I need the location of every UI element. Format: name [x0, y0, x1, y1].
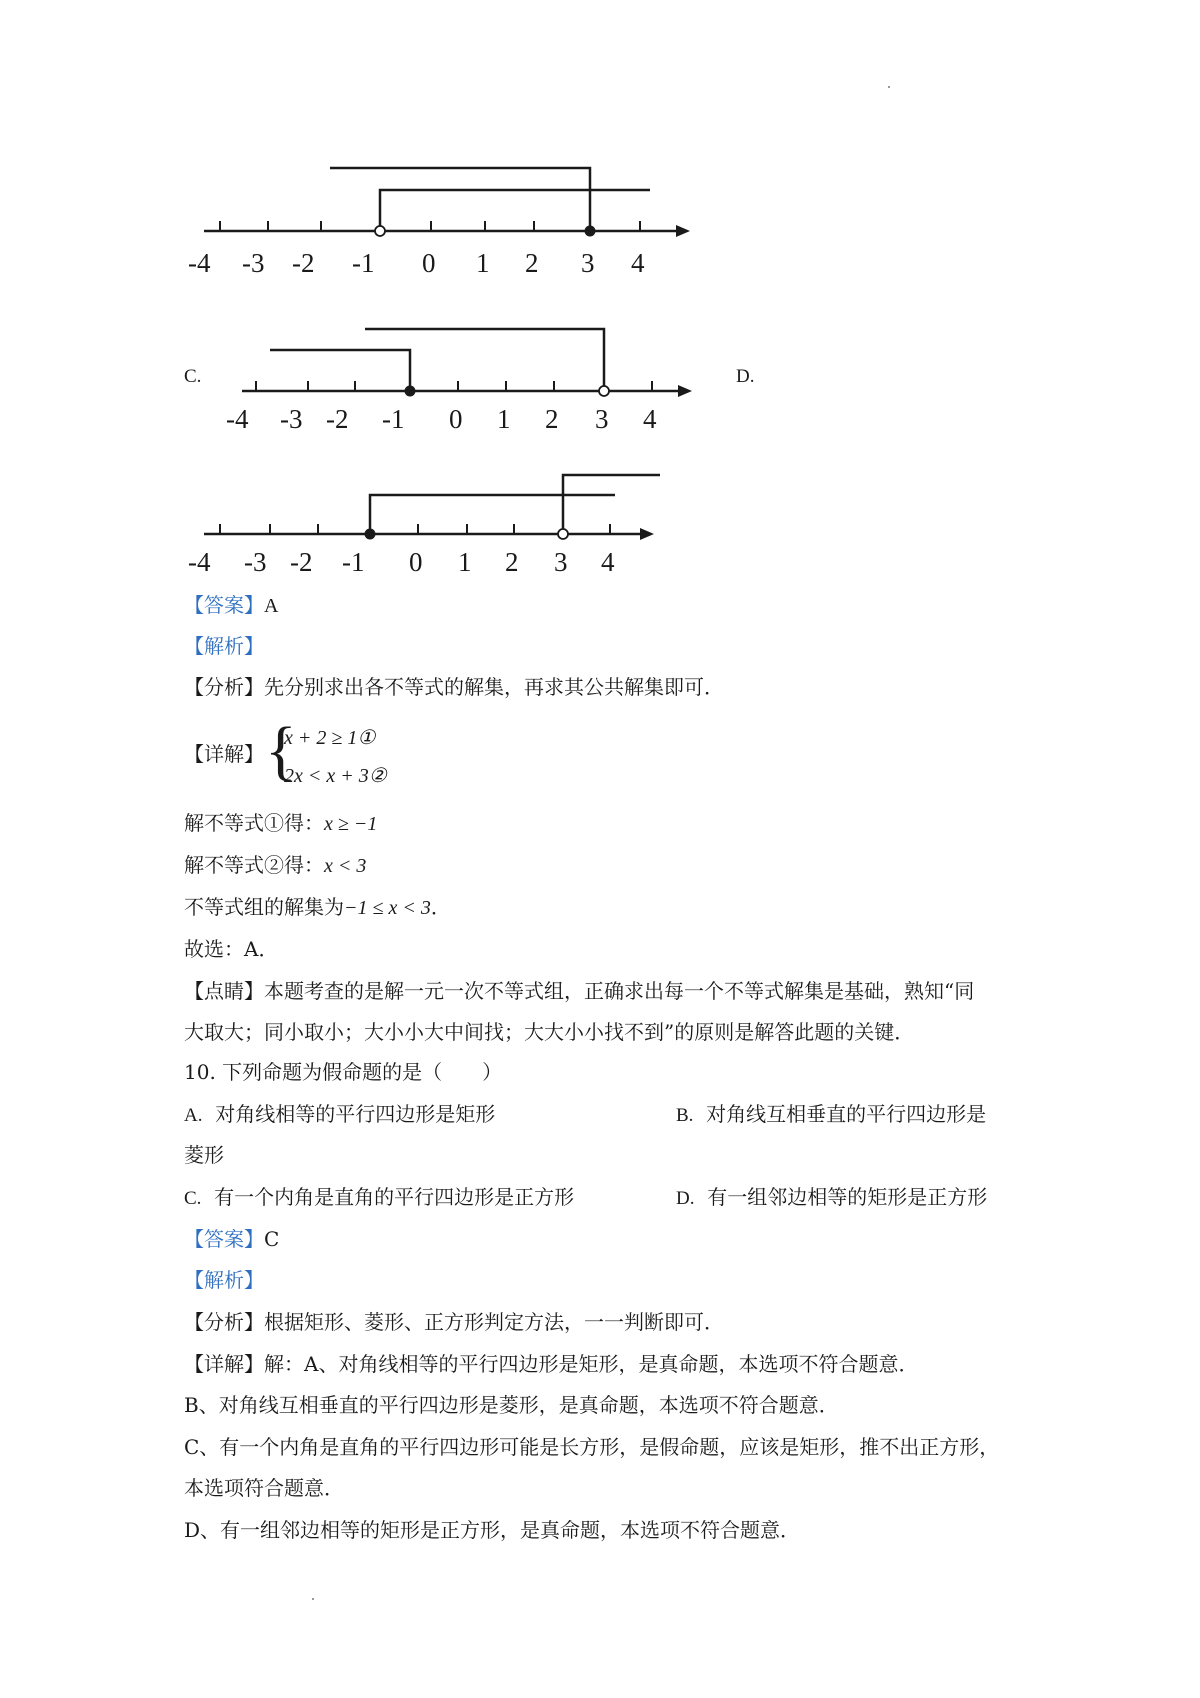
dianjing-tag: 【点睛】 — [184, 979, 264, 1003]
number-line-option-d — [180, 460, 680, 590]
axis-arrow — [678, 385, 692, 397]
option-d-label: D. — [736, 366, 755, 387]
step-3-math: −1 ≤ x < 3 — [344, 897, 431, 919]
axis-arrow — [640, 528, 654, 540]
tick-label: -4 — [226, 404, 249, 434]
q10-option-c — [184, 1183, 574, 1213]
q9-step-2 — [184, 851, 366, 880]
tick-label: -3 — [280, 404, 303, 434]
solution-bracket-upper — [563, 475, 660, 532]
axis-arrow — [676, 225, 690, 237]
tick-label: -1 — [352, 248, 375, 278]
tick-label: 3 — [554, 547, 568, 577]
tick-label: 1 — [458, 547, 472, 577]
tick-label: -1 — [382, 404, 405, 434]
q10-line-b: B、对角线互相垂直的平行四边形是菱形，是真命题，本选项不符合题意． — [184, 1393, 839, 1417]
q10-xiangjie-line — [184, 1350, 918, 1378]
tick-label: -4 — [188, 248, 211, 278]
answer-tag: 【答案】 — [184, 1227, 264, 1251]
q10-analysis-tag: 【解析】 — [184, 1268, 264, 1292]
ticks — [256, 381, 652, 391]
closed-point — [405, 386, 416, 397]
tick-label: -3 — [242, 248, 265, 278]
q10-option-b-wrap: 菱形 — [184, 1143, 224, 1167]
closed-point — [365, 529, 376, 540]
tick-label: 1 — [476, 248, 490, 278]
solution-bracket-upper — [330, 168, 590, 228]
number-line-option-c — [220, 305, 700, 445]
q10-line-c2: 本选项符合题意． — [184, 1476, 344, 1500]
solution-bracket-lower — [380, 190, 650, 228]
option-a-text: 对角线相等的平行四边形是矩形 — [215, 1102, 496, 1126]
q10-option-a — [184, 1100, 495, 1130]
open-point — [599, 386, 609, 396]
tick-label: -2 — [292, 248, 315, 278]
tick-label: 2 — [505, 547, 519, 577]
q9-xiangjie-tag: 【详解】 — [184, 742, 264, 766]
q10-line-d: D、有一组邻边相等的矩形是正方形，是真命题，本选项不符合题意． — [184, 1518, 801, 1542]
option-c-label: C. — [184, 366, 202, 387]
tick-label: 4 — [631, 248, 645, 278]
option-c-text: 有一个内角是直角的平行四边形是正方形 — [214, 1185, 575, 1209]
tick-label: 2 — [525, 248, 539, 278]
q10-line-c1: C、有一个内角是直角的平行四边形可能是长方形，是假命题，应该是矩形，推不出正方形， — [184, 1435, 1000, 1459]
q9-step-3 — [184, 893, 451, 922]
solution-bracket-lower — [370, 495, 615, 532]
tick-label: 3 — [581, 248, 595, 278]
system-line-1: x + 2 ≥ 1① — [284, 727, 376, 749]
option-b-text: 对角线互相垂直的平行四边形是 — [706, 1102, 987, 1126]
tick-label: -2 — [326, 404, 349, 434]
step-1-text: 解不等式①得： — [184, 811, 324, 835]
page-mark-top — [888, 86, 890, 88]
q9-step-1 — [184, 809, 377, 838]
tick-label: 0 — [422, 248, 436, 278]
fenxi-text: 根据矩形、菱形、正方形判定方法，一一判断即可． — [264, 1310, 724, 1334]
answer-value: C — [264, 1227, 280, 1251]
closed-point — [585, 226, 596, 237]
step-1-math: x ≥ −1 — [324, 813, 378, 835]
q9-dianjing-1 — [184, 977, 974, 1005]
solution-bracket-left — [270, 350, 410, 389]
option-d-text: 有一组邻边相等的矩形是正方形 — [707, 1185, 988, 1209]
tick-label: -1 — [342, 547, 365, 577]
option-c-label-q10: C. — [184, 1188, 202, 1209]
option-a-label: A. — [184, 1105, 203, 1126]
q10-fenxi-line — [184, 1308, 724, 1336]
fenxi-tag: 【分析】 — [184, 675, 264, 699]
answer-tag: 【答案】 — [184, 593, 264, 617]
page-mark-bottom — [312, 1598, 314, 1600]
step-2-math: x < 3 — [324, 855, 367, 877]
step-3-end: ． — [430, 895, 451, 919]
tick-label: 1 — [497, 404, 511, 434]
tick-label: 3 — [595, 404, 609, 434]
tick-label: 4 — [601, 547, 615, 577]
option-d-label-q10: D. — [676, 1188, 695, 1209]
tick-label: 2 — [545, 404, 559, 434]
open-point — [558, 529, 568, 539]
ticks — [220, 524, 610, 534]
tick-label: -4 — [188, 547, 211, 577]
tick-label: 0 — [449, 404, 463, 434]
q9-analysis-tag: 【解析】 — [184, 634, 264, 658]
q9-answer-line — [184, 591, 278, 620]
q9-dianjing-2: 大取大；同小取小；大小小大中间找；大大小小找不到”的原则是解答此题的关键． — [184, 1020, 915, 1044]
solution-bracket-right — [365, 329, 604, 389]
fenxi-tag: 【分析】 — [184, 1310, 264, 1334]
tick-label: -3 — [244, 547, 267, 577]
xiangjie-text: 解：A、对角线相等的平行四边形是矩形，是真命题，本选项不符合题意． — [264, 1352, 919, 1376]
q10-answer-line — [184, 1225, 279, 1253]
q10-stem: 10. 下列命题为假命题的是（ ） — [184, 1060, 503, 1084]
step-2-text: 解不等式②得： — [184, 853, 324, 877]
tick-label: 4 — [643, 404, 657, 434]
tick-label: -2 — [290, 547, 313, 577]
step-3-text: 不等式组的解集为 — [184, 895, 344, 919]
tick-label: 0 — [409, 547, 423, 577]
q9-fenxi-line — [184, 673, 724, 701]
system-line-2: 2x < x + 3② — [284, 765, 387, 787]
dianjing-text-1: 本题考查的是解一元一次不等式组，正确求出每一个不等式解集是基础，熟知“同 — [264, 979, 975, 1003]
ticks — [220, 221, 640, 231]
fenxi-text: 先分别求出各不等式的解集，再求其公共解集即可． — [264, 675, 724, 699]
option-b-label: B. — [676, 1105, 694, 1126]
answer-value: A — [264, 595, 279, 617]
q9-choose: 故选：A． — [184, 937, 279, 961]
open-point — [375, 226, 385, 236]
number-line-option-b — [180, 150, 700, 290]
q10-option-b — [676, 1100, 986, 1130]
q10-option-d — [676, 1183, 987, 1213]
system-brace: { — [265, 714, 297, 787]
xiangjie-tag: 【详解】 — [184, 1352, 264, 1376]
